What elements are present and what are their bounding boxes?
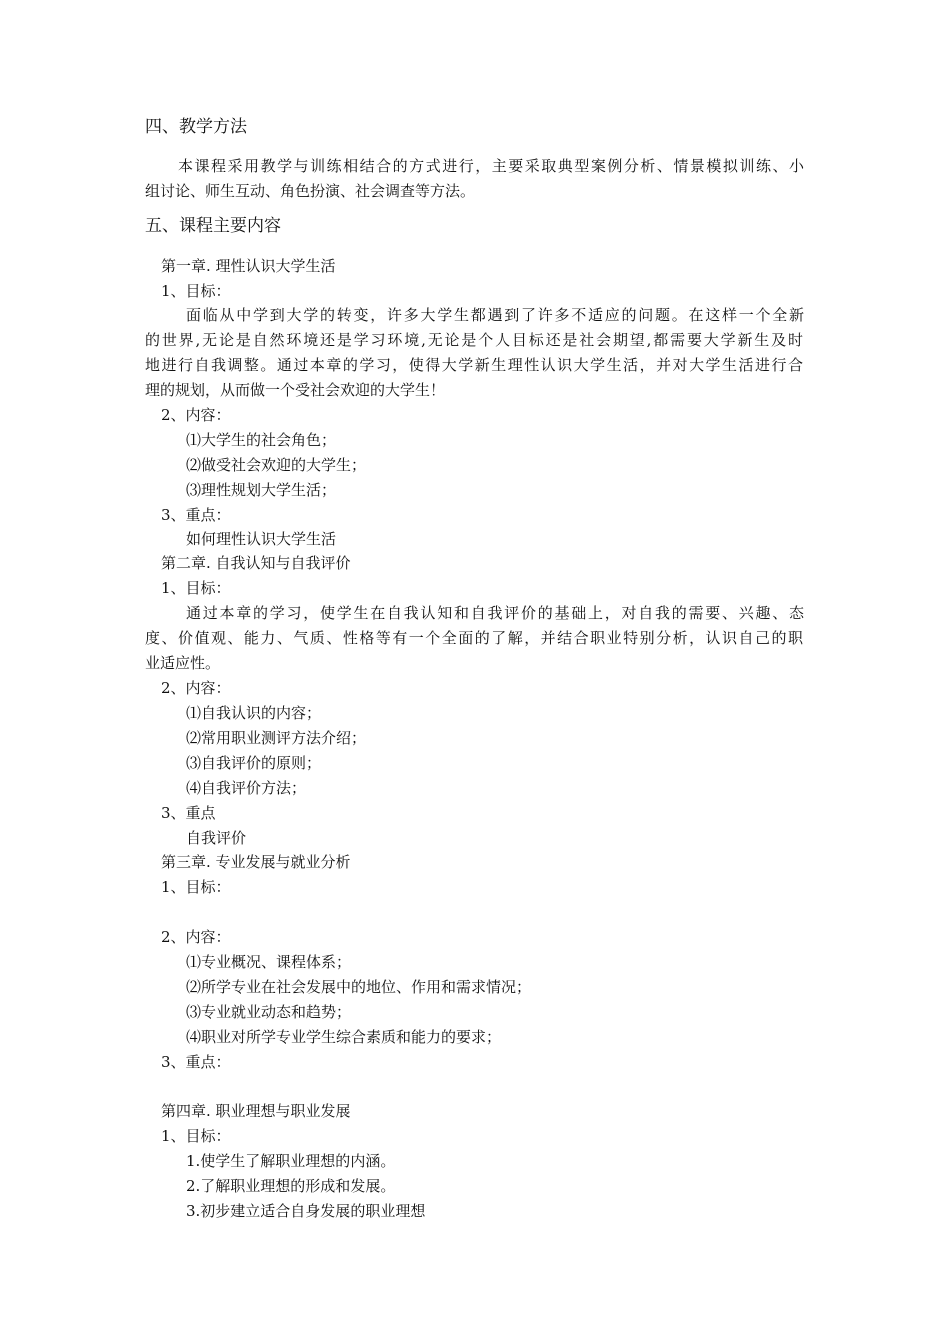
goal-label: 1、目标：	[161, 1127, 231, 1145]
list-item: ⑵所学专业在社会发展中的地位、作用和需求情况；	[186, 978, 532, 996]
paragraph-line: 度、价值观、能力、气质、性格等有一个全面的了解，并结合职业特别分析，认识自己的职	[145, 629, 803, 647]
list-item: ⑴自我认识的内容；	[186, 704, 322, 722]
paragraph-line: 业适应性。	[145, 654, 221, 672]
list-item: ⑷职业对所学专业学生综合素质和能力的要求；	[186, 1028, 502, 1046]
paragraph-line: 理的规划，从而做一个受社会欢迎的大学生！	[145, 381, 446, 399]
list-item: ⑴大学生的社会角色；	[186, 431, 337, 449]
content-label: 2、内容：	[161, 406, 231, 424]
list-item: 3.初步建立适合自身发展的职业理想	[186, 1202, 426, 1220]
list-item: ⑴专业概况、课程体系；	[186, 953, 352, 971]
chapter-title-1: 第一章. 理性认识大学生活	[161, 257, 336, 275]
list-item: 1.使学生了解职业理想的内涵。	[186, 1152, 396, 1170]
goal-label: 1、目标：	[161, 878, 231, 896]
paragraph-line: 组讨论、师生互动、角色扮演、社会调查等方法。	[145, 182, 476, 200]
list-item: ⑶理性规划大学生活；	[186, 481, 337, 499]
list-item: ⑶专业就业动态和趋势；	[186, 1003, 352, 1021]
list-item: ⑵常用职业测评方法介绍；	[186, 729, 367, 747]
chapter-title-3: 第三章. 专业发展与就业分析	[161, 853, 351, 871]
section-title-main-content: 五、课程主要内容	[145, 216, 281, 236]
chapter-title-2: 第二章. 自我认知与自我评价	[161, 554, 351, 572]
key-label: 3、重点：	[161, 1053, 231, 1071]
key-label: 3、重点：	[161, 506, 231, 524]
content-label: 2、内容：	[161, 679, 231, 697]
goal-label: 1、目标：	[161, 579, 231, 597]
paragraph-line: 的世界,无论是自然环境还是学习环境,无论是个人目标还是社会期望,都需要大学新生及时	[145, 331, 803, 349]
list-item: ⑶自我评价的原则；	[186, 754, 322, 772]
section-title-teaching-methods: 四、教学方法	[145, 117, 247, 137]
list-item: ⑵做受社会欢迎的大学生；	[186, 456, 367, 474]
key-label: 3、重点	[161, 804, 216, 822]
paragraph-line: 本课程采用教学与训练相结合的方式进行，主要采取典型案例分析、情景模拟训练、小	[178, 157, 804, 175]
content-label: 2、内容：	[161, 928, 231, 946]
paragraph-line: 面临从中学到大学的转变，许多大学生都遇到了许多不适应的问题。在这样一个全新	[186, 306, 804, 324]
paragraph-line: 通过本章的学习，使学生在自我认知和自我评价的基础上，对自我的需要、兴趣、态	[186, 604, 804, 622]
list-item: 2.了解职业理想的形成和发展。	[186, 1177, 396, 1195]
key-text: 如何理性认识大学生活	[186, 530, 337, 548]
goal-label: 1、目标：	[161, 282, 231, 300]
list-item: ⑷自我评价方法；	[186, 779, 307, 797]
paragraph-line: 地进行自我调整。通过本章的学习，使得大学新生理性认识大学生活，并对大学生活进行合	[145, 356, 803, 374]
key-text: 自我评价	[186, 829, 247, 847]
chapter-title-4: 第四章. 职业理想与职业发展	[161, 1102, 351, 1120]
